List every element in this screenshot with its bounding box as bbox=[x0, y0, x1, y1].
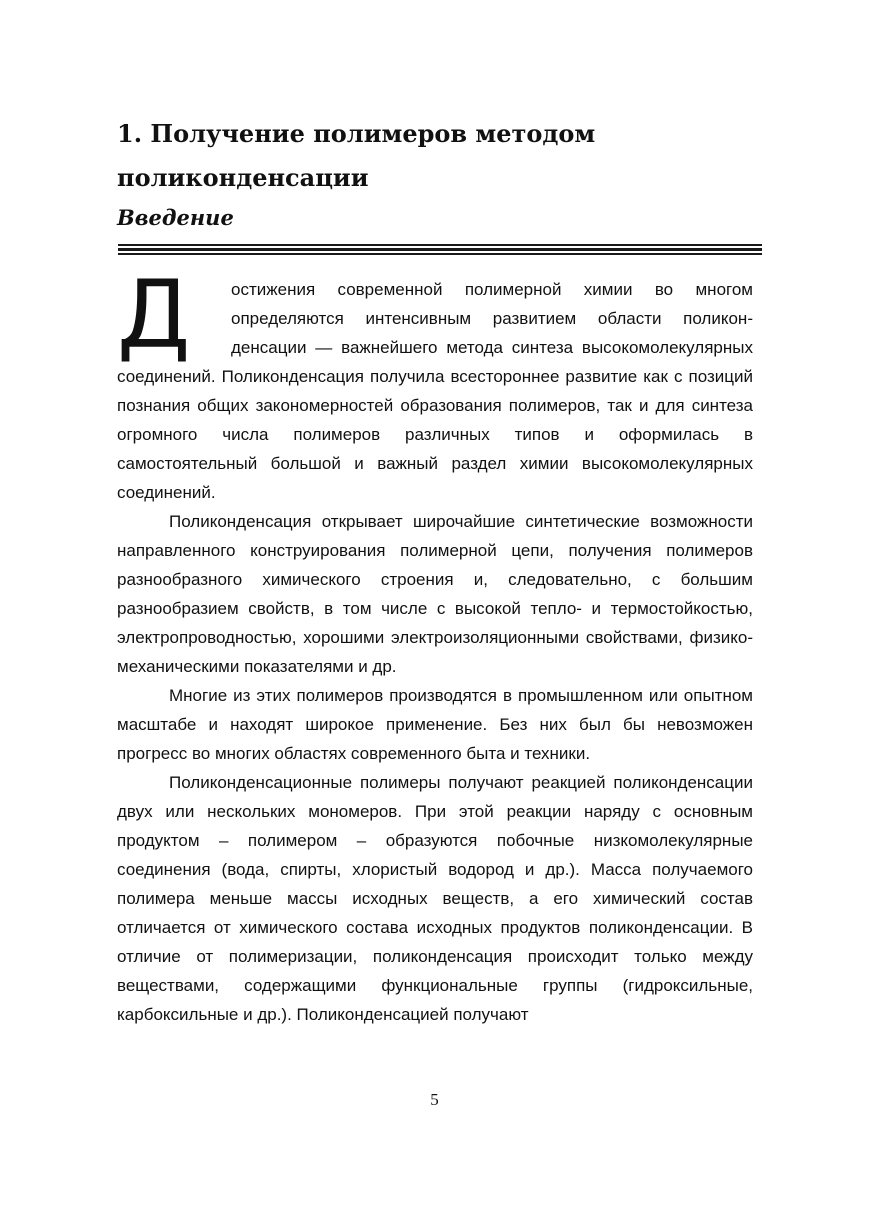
section-divider bbox=[118, 244, 762, 256]
section-title: Введение bbox=[117, 205, 234, 230]
paragraph-3: Многие из этих полимеров производятся в промышленном или опытном масштабе и находят широкое применение. Без них был бы невозможен прогресс во многих областях современного быта и техники. bbox=[117, 686, 753, 763]
paragraph-1 bbox=[117, 261, 753, 507]
drop-cap: Д bbox=[117, 261, 191, 370]
chapter-title: 1. Получение полимеров методом поликонденсации bbox=[117, 119, 596, 192]
paragraph-2: Поликонденсация открывает широчайшие синтетические возможности направленного конструирования полимерной цепи, получения полимеров разнообразного химического строения и, следовательно, с большим разнообразием свойств, в том числе с высокой тепло- и термостойкостью, электропроводностью, хорошими электроизоляционными свойствами, физико-механическими показателями и др. bbox=[117, 512, 753, 676]
divider-line-bottom bbox=[118, 253, 762, 255]
paragraph-1-text: остижения современной полимерной химии во многом определяются интенсивным развитием области поликонденсации — важнейшего метода синтеза высокомолекулярных соединений. Поликонденсация получила всестороннее развитие как с позиций познания общих закономерностей образования полимеров, так и для синтеза огромного числа полимеров различных типов и оформилась в самостоятельный большой и важный раздел химии высокомолекулярных соединений. bbox=[117, 280, 753, 502]
divider-line-middle bbox=[118, 248, 762, 251]
body-text bbox=[117, 261, 753, 1029]
page-number: 5 bbox=[430, 1090, 439, 1109]
paragraph-4: Поликонденсационные полимеры получают реакцией поликонденсации двух или нескольких мономеров. При этой реакции наряду с основным продуктом – полимером – образуются побочные низкомолекулярные соединения (вода, спирты, хлористый водород и др.). Масса получаемого полимера меньше массы исходных веществ, а его химический состав отличается от химического состава исходных продуктов поликонденсации. В отличие от полимеризации, поликонденсация происходит только между веществами, содержащими функциональные группы (гидроксильные, карбоксильные и др.). Поликонденсацией получают bbox=[117, 773, 753, 1024]
divider-line-top bbox=[118, 244, 762, 246]
